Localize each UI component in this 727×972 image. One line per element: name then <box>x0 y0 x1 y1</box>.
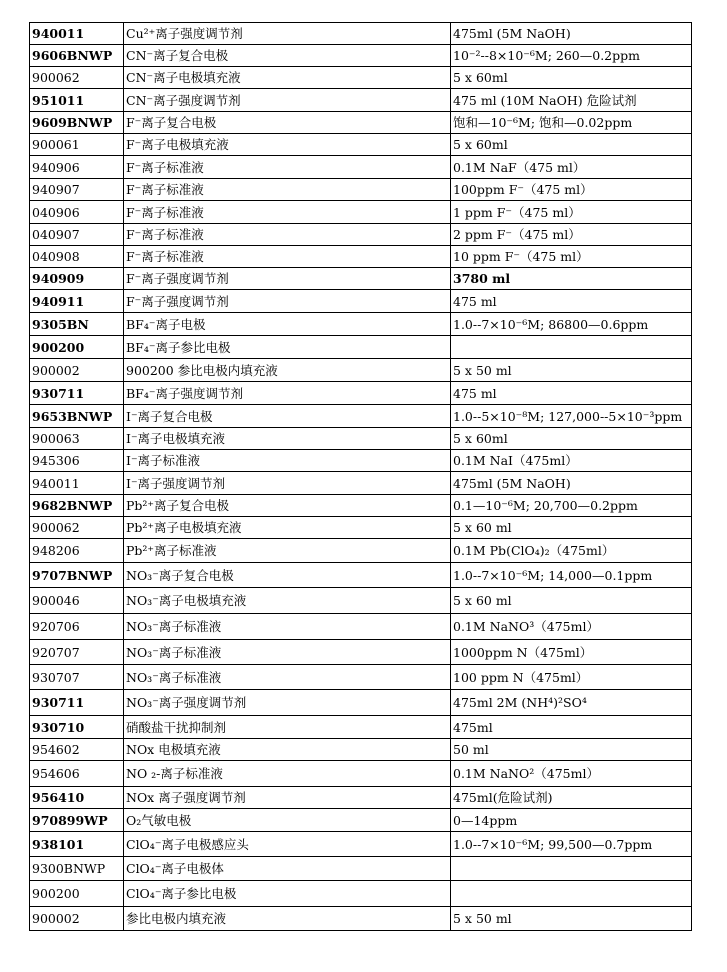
cell-code: 940011 <box>30 472 124 495</box>
cell-code: 9653BNWP <box>30 405 124 428</box>
cell-name: NO₃⁻离子标准液 <box>124 665 451 690</box>
cell-code: 930711 <box>30 690 124 716</box>
table-row <box>30 690 692 716</box>
cell-code: 954606 <box>30 761 124 787</box>
cell-code: 954602 <box>30 739 124 761</box>
cell-spec: 1 ppm F⁻（475 ml） <box>451 201 692 224</box>
cell-name: NO ₂-离子标准液 <box>124 761 451 787</box>
cell-spec: 50 ml <box>451 739 692 761</box>
table-row <box>30 881 692 907</box>
cell-code: 970899WP <box>30 809 124 832</box>
cell-spec: 5 x 50 ml <box>451 359 692 382</box>
table-row <box>30 336 692 359</box>
cell-code: 930710 <box>30 716 124 739</box>
cell-code: 040908 <box>30 246 124 268</box>
cell-name: F⁻离子标准液 <box>124 201 451 224</box>
cell-spec <box>451 336 692 359</box>
cell-name: F⁻离子标准液 <box>124 224 451 246</box>
cell-code: 900062 <box>30 67 124 89</box>
table-row <box>30 179 692 201</box>
table-row <box>30 495 692 517</box>
table-row <box>30 134 692 156</box>
cell-name: I⁻离子标准液 <box>124 450 451 472</box>
cell-code: 938101 <box>30 832 124 857</box>
cell-code: 940011 <box>30 23 124 45</box>
table-row <box>30 268 692 290</box>
cell-code: 940911 <box>30 290 124 313</box>
cell-spec: 0.1M NaF（475 ml） <box>451 156 692 179</box>
cell-name: F⁻离子标准液 <box>124 246 451 268</box>
cell-name: I⁻离子复合电极 <box>124 405 451 428</box>
cell-name: O₂气敏电极 <box>124 809 451 832</box>
cell-name: I⁻离子强度调节剂 <box>124 472 451 495</box>
table-row <box>30 563 692 588</box>
cell-name: BF₄⁻离子强度调节剂 <box>124 382 451 405</box>
cell-code: 900002 <box>30 907 124 931</box>
cell-spec: 5 x 60ml <box>451 67 692 89</box>
table-row <box>30 832 692 857</box>
cell-spec: 475ml(危险试剂) <box>451 787 692 809</box>
cell-name: ClO₄⁻离子电极感应头 <box>124 832 451 857</box>
cell-name: F⁻离子电极填充液 <box>124 134 451 156</box>
cell-spec: 475 ml <box>451 290 692 313</box>
cell-code: 920707 <box>30 640 124 665</box>
cell-spec: 100 ppm N（475ml） <box>451 665 692 690</box>
cell-name: 参比电极内填充液 <box>124 907 451 931</box>
cell-spec: 1.0--7×10⁻⁶M; 86800—0.6ppm <box>451 313 692 336</box>
cell-name: F⁻离子复合电极 <box>124 112 451 134</box>
cell-code: 9606BNWP <box>30 45 124 67</box>
cell-code: 900062 <box>30 517 124 539</box>
cell-name: F⁻离子强度调节剂 <box>124 290 451 313</box>
table-row <box>30 614 692 640</box>
cell-name: Pb²⁺离子标准液 <box>124 539 451 563</box>
table-row <box>30 739 692 761</box>
cell-name: NOx 电极填充液 <box>124 739 451 761</box>
cell-code: 930711 <box>30 382 124 405</box>
cell-name: NO₃⁻离子复合电极 <box>124 563 451 588</box>
cell-code: 930707 <box>30 665 124 690</box>
cell-spec: 2 ppm F⁻（475 ml） <box>451 224 692 246</box>
cell-spec: 10⁻²--8×10⁻⁶M; 260—0.2ppm <box>451 45 692 67</box>
table-row <box>30 290 692 313</box>
product-table <box>29 22 692 931</box>
cell-code: 900200 <box>30 336 124 359</box>
cell-code: 948206 <box>30 539 124 563</box>
cell-code: 900061 <box>30 134 124 156</box>
cell-name: I⁻离子电极填充液 <box>124 428 451 450</box>
product-table-body <box>30 23 692 931</box>
table-row <box>30 156 692 179</box>
cell-spec: 1.0--7×10⁻⁶M; 14,000—0.1ppm <box>451 563 692 588</box>
cell-name: F⁻离子强度调节剂 <box>124 268 451 290</box>
table-row <box>30 539 692 563</box>
cell-spec: 475ml (5M NaOH) <box>451 23 692 45</box>
cell-spec <box>451 881 692 907</box>
cell-code: 9682BNWP <box>30 495 124 517</box>
cell-code: 940906 <box>30 156 124 179</box>
cell-code: 040906 <box>30 201 124 224</box>
table-row <box>30 809 692 832</box>
table-row <box>30 23 692 45</box>
cell-code: 9707BNWP <box>30 563 124 588</box>
cell-spec: 100ppm F⁻（475 ml） <box>451 179 692 201</box>
cell-name: NOx 离子强度调节剂 <box>124 787 451 809</box>
cell-code: 940907 <box>30 179 124 201</box>
cell-spec: 饱和—10⁻⁶M; 饱和—0.02ppm <box>451 112 692 134</box>
cell-spec: 475ml (5M NaOH) <box>451 472 692 495</box>
cell-name: NO₃⁻离子标准液 <box>124 640 451 665</box>
cell-name: NO₃⁻离子电极填充液 <box>124 588 451 614</box>
cell-spec: 5 x 60ml <box>451 428 692 450</box>
cell-spec: 1000ppm N（475ml） <box>451 640 692 665</box>
cell-name: Pb²⁺离子电极填充液 <box>124 517 451 539</box>
cell-name: BF₄⁻离子参比电极 <box>124 336 451 359</box>
table-row <box>30 517 692 539</box>
table-row <box>30 761 692 787</box>
table-row <box>30 428 692 450</box>
cell-spec: 475ml 2M (NH⁴)²SO⁴ <box>451 690 692 716</box>
cell-code: 9609BNWP <box>30 112 124 134</box>
cell-name: 硝酸盐干扰抑制剂 <box>124 716 451 739</box>
cell-code: 956410 <box>30 787 124 809</box>
table-row <box>30 588 692 614</box>
cell-code: 900200 <box>30 881 124 907</box>
table-row <box>30 112 692 134</box>
cell-name: CN⁻离子复合电极 <box>124 45 451 67</box>
cell-name: CN⁻离子电极填充液 <box>124 67 451 89</box>
cell-code: 940909 <box>30 268 124 290</box>
cell-code: 9300BNWP <box>30 857 124 881</box>
cell-spec: 5 x 60ml <box>451 134 692 156</box>
cell-name: 900200 参比电极内填充液 <box>124 359 451 382</box>
cell-spec: 3780 ml <box>451 268 692 290</box>
cell-name: Pb²⁺离子复合电极 <box>124 495 451 517</box>
cell-name: NO₃⁻离子强度调节剂 <box>124 690 451 716</box>
table-row <box>30 246 692 268</box>
cell-code: 920706 <box>30 614 124 640</box>
cell-spec: 0.1M NaNO³（475ml） <box>451 614 692 640</box>
table-row <box>30 716 692 739</box>
table-row <box>30 640 692 665</box>
cell-spec: 1.0--7×10⁻⁶M; 99,500—0.7ppm <box>451 832 692 857</box>
table-row <box>30 787 692 809</box>
table-row <box>30 224 692 246</box>
cell-code: 900002 <box>30 359 124 382</box>
cell-name: F⁻离子标准液 <box>124 179 451 201</box>
table-row <box>30 313 692 336</box>
cell-spec: 475 ml <box>451 382 692 405</box>
cell-name: CN⁻离子强度调节剂 <box>124 89 451 112</box>
cell-spec: 1.0--5×10⁻⁸M; 127,000--5×10⁻³ppm <box>451 405 692 428</box>
table-row <box>30 857 692 881</box>
table-row <box>30 450 692 472</box>
table-row <box>30 89 692 112</box>
cell-name: F⁻离子标准液 <box>124 156 451 179</box>
cell-name: ClO₄⁻离子电极体 <box>124 857 451 881</box>
cell-spec: 475 ml (10M NaOH) 危险试剂 <box>451 89 692 112</box>
cell-spec: 0.1—10⁻⁶M; 20,700—0.2ppm <box>451 495 692 517</box>
cell-code: 900063 <box>30 428 124 450</box>
table-row <box>30 382 692 405</box>
cell-spec: 0.1M NaI（475ml） <box>451 450 692 472</box>
cell-spec: 5 x 50 ml <box>451 907 692 931</box>
cell-name: Cu²⁺离子强度调节剂 <box>124 23 451 45</box>
cell-name: ClO₄⁻离子参比电极 <box>124 881 451 907</box>
table-row <box>30 45 692 67</box>
table-row <box>30 472 692 495</box>
cell-spec: 475ml <box>451 716 692 739</box>
cell-spec: 0—14ppm <box>451 809 692 832</box>
cell-spec: 5 x 60 ml <box>451 517 692 539</box>
cell-code: 040907 <box>30 224 124 246</box>
cell-code: 900046 <box>30 588 124 614</box>
table-row <box>30 359 692 382</box>
cell-spec: 10 ppm F⁻（475 ml） <box>451 246 692 268</box>
cell-code: 9305BN <box>30 313 124 336</box>
cell-code: 951011 <box>30 89 124 112</box>
cell-code: 945306 <box>30 450 124 472</box>
cell-name: BF₄⁻离子电极 <box>124 313 451 336</box>
cell-spec: 5 x 60 ml <box>451 588 692 614</box>
cell-spec <box>451 857 692 881</box>
cell-spec: 0.1M Pb(ClO₄)₂（475ml） <box>451 539 692 563</box>
table-row <box>30 665 692 690</box>
product-table-container <box>29 22 691 931</box>
table-row <box>30 201 692 224</box>
table-row <box>30 405 692 428</box>
cell-spec: 0.1M NaNO²（475ml） <box>451 761 692 787</box>
table-row <box>30 67 692 89</box>
cell-name: NO₃⁻离子标准液 <box>124 614 451 640</box>
table-row <box>30 907 692 931</box>
